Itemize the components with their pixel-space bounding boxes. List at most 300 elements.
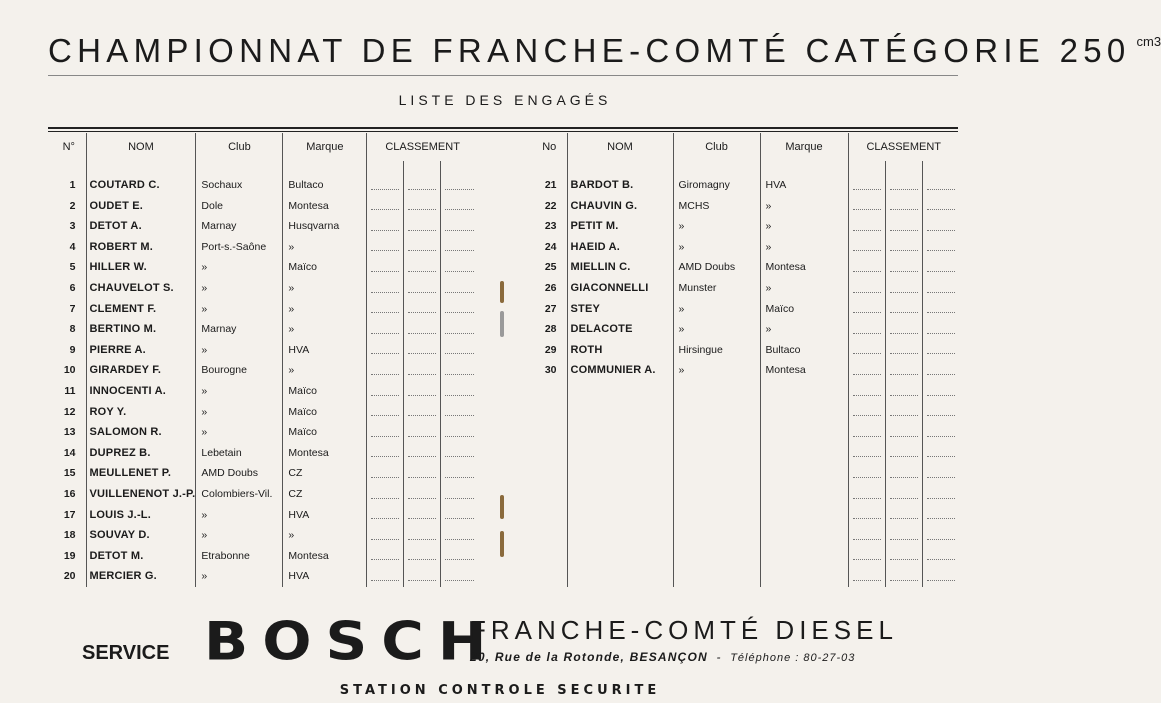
classement-blank [441, 525, 478, 546]
col-header-club: Club [196, 133, 283, 161]
entry-club: » [673, 360, 760, 381]
classement-blank [885, 278, 922, 299]
footer-station: STATION CONTROLE SECURITE [339, 683, 661, 698]
entry-club: » [196, 340, 283, 361]
entry-marque [760, 402, 848, 423]
classement-blank [848, 443, 885, 464]
classement-blank [885, 216, 922, 237]
entry-row [52, 505, 478, 526]
classement-blank [404, 340, 441, 361]
entry-marque: Husqvarna [283, 216, 367, 237]
bosch-logo: BOSCH [204, 611, 501, 673]
entry-num: 14 [63, 446, 76, 459]
entry-club: » [673, 237, 760, 258]
entry-marque: Montesa [283, 546, 367, 567]
entry-club: MCHS [673, 196, 760, 217]
classement-blank [848, 566, 885, 587]
footer-separator: - [716, 650, 722, 664]
entry-club: » [673, 319, 760, 340]
entry-club: AMD Doubs [196, 463, 283, 484]
entry-club: Dole [196, 196, 283, 217]
entry-marque: » [283, 525, 367, 546]
classement-blank [404, 402, 441, 423]
entry-nom: SOUVAY D. [86, 525, 196, 546]
entries-table-right [532, 133, 959, 587]
classement-blank [367, 463, 404, 484]
entry-num [532, 422, 567, 443]
entry-num: 17 [63, 508, 76, 521]
col-header-classement: CLASSEMENT [848, 133, 959, 161]
entry-nom: INNOCENTI A. [86, 381, 196, 402]
entry-club [673, 546, 760, 567]
entry-row [532, 319, 959, 340]
classement-blank [367, 196, 404, 217]
classement-blank [922, 484, 959, 505]
entry-club [673, 484, 760, 505]
entry-marque: Maïco [283, 257, 367, 278]
entry-nom [567, 402, 673, 423]
classement-blank [885, 443, 922, 464]
entries-right-body [532, 161, 959, 587]
entry-club: » [196, 381, 283, 402]
classement-blank [404, 505, 441, 526]
entry-nom: SALOMON R. [86, 422, 196, 443]
classement-blank [922, 381, 959, 402]
entry-row [52, 566, 478, 587]
classement-blank [922, 546, 959, 567]
entry-nom: HAEID A. [567, 237, 673, 258]
entry-num: 8 [69, 323, 76, 336]
entry-nom: HILLER W. [86, 257, 196, 278]
classement-blank [885, 196, 922, 217]
classement-blank [367, 278, 404, 299]
entry-marque: » [760, 216, 848, 237]
empty-row [532, 422, 959, 443]
entry-marque: Maïco [283, 381, 367, 402]
classement-blank [404, 443, 441, 464]
classement-blank [922, 525, 959, 546]
entry-nom: CHAUVELOT S. [86, 278, 196, 299]
entry-row [52, 525, 478, 546]
entry-row [532, 216, 959, 237]
classement-blank [367, 299, 404, 320]
entry-nom: DUPREZ B. [86, 443, 196, 464]
entry-club [673, 505, 760, 526]
entry-club: Giromagny [673, 175, 760, 196]
classement-blank [441, 257, 478, 278]
entry-num: 15 [63, 467, 76, 480]
col-header-marque: Marque [283, 133, 367, 161]
entry-nom: PETIT M. [567, 216, 673, 237]
entry-nom [567, 566, 673, 587]
title-text: CHAMPIONNAT DE FRANCHE-COMTÉ CATÉGORIE 250 [48, 32, 1131, 69]
classement-blank [404, 463, 441, 484]
entry-nom: ROBERT M. [86, 237, 196, 258]
entry-num: 28 [544, 323, 557, 336]
classement-blank [848, 237, 885, 258]
entry-club [673, 422, 760, 443]
classement-blank [848, 422, 885, 443]
classement-blank [441, 546, 478, 567]
entry-nom: OUDET E. [86, 196, 196, 217]
classement-blank [848, 196, 885, 217]
entry-num: 10 [63, 364, 76, 377]
entry-marque: CZ [283, 463, 367, 484]
entry-marque: » [283, 299, 367, 320]
entry-club: Sochaux [196, 175, 283, 196]
entry-num [532, 402, 567, 423]
classement-blank [404, 175, 441, 196]
entry-nom [567, 381, 673, 402]
entry-nom: COUTARD C. [86, 175, 196, 196]
entry-marque: » [283, 278, 367, 299]
entry-nom: CLEMENT F. [86, 299, 196, 320]
classement-blank [922, 360, 959, 381]
classement-blank [441, 196, 478, 217]
classement-blank [885, 299, 922, 320]
empty-row [532, 402, 959, 423]
entry-club: Lebetain [196, 443, 283, 464]
entry-num [532, 463, 567, 484]
entry-num: 25 [544, 261, 557, 274]
entry-nom: DETOT M. [86, 546, 196, 567]
classement-blank [367, 216, 404, 237]
classement-blank [922, 196, 959, 217]
classement-blank [848, 484, 885, 505]
classement-blank [922, 216, 959, 237]
classement-blank [367, 257, 404, 278]
entry-row [52, 196, 478, 217]
entry-marque [760, 505, 848, 526]
classement-blank [922, 257, 959, 278]
entry-nom: DETOT A. [86, 216, 196, 237]
entry-nom: MEULLENET P. [86, 463, 196, 484]
entry-num [532, 484, 567, 505]
entry-nom: ROY Y. [86, 402, 196, 423]
entry-nom [567, 525, 673, 546]
entry-row [532, 237, 959, 258]
entry-marque: » [283, 360, 367, 381]
entry-club: » [673, 299, 760, 320]
entry-marque [760, 484, 848, 505]
entry-club: AMD Doubs [673, 257, 760, 278]
classement-blank [848, 319, 885, 340]
entry-club: » [196, 422, 283, 443]
entry-club: Colombiers-Vil. [196, 484, 283, 505]
entry-row [532, 299, 959, 320]
classement-blank [404, 566, 441, 587]
entry-marque [760, 443, 848, 464]
classement-blank [367, 360, 404, 381]
entry-marque: Montesa [760, 257, 848, 278]
classement-blank [885, 402, 922, 423]
classement-blank [885, 546, 922, 567]
entry-club [673, 525, 760, 546]
title-unit: cm3 [1136, 34, 1161, 49]
entry-nom: MIELLIN C. [567, 257, 673, 278]
entry-num: 22 [544, 199, 557, 212]
entry-marque [760, 463, 848, 484]
classement-blank [404, 546, 441, 567]
entry-marque [760, 422, 848, 443]
empty-row [532, 566, 959, 587]
entry-nom: GIACONNELLI [567, 278, 673, 299]
entry-club: Etrabonne [196, 546, 283, 567]
classement-blank [885, 505, 922, 526]
classement-blank [367, 546, 404, 567]
center-gutter [479, 133, 529, 593]
entry-club [673, 381, 760, 402]
entry-row [52, 216, 478, 237]
entry-num [532, 505, 567, 526]
classement-blank [885, 237, 922, 258]
classement-blank [441, 463, 478, 484]
entries-left-body [52, 161, 478, 587]
entry-marque [760, 381, 848, 402]
classement-blank [848, 463, 885, 484]
classement-blank [848, 381, 885, 402]
classement-blank [885, 463, 922, 484]
entry-club [673, 402, 760, 423]
entry-row [532, 196, 959, 217]
entry-row [52, 237, 478, 258]
entry-row [52, 299, 478, 320]
staple-mark [500, 281, 504, 303]
empty-row [532, 463, 959, 484]
classement-blank [404, 484, 441, 505]
entry-nom [567, 463, 673, 484]
classement-blank [441, 360, 478, 381]
entry-marque: Montesa [283, 196, 367, 217]
entry-nom [567, 546, 673, 567]
entry-marque: Montesa [283, 443, 367, 464]
entry-club: » [196, 299, 283, 320]
entry-club: Munster [673, 278, 760, 299]
classement-blank [848, 257, 885, 278]
classement-blank [885, 422, 922, 443]
table-top-rule-thin [48, 131, 958, 132]
classement-blank [848, 216, 885, 237]
classement-blank [848, 278, 885, 299]
entry-marque: » [283, 237, 367, 258]
entry-row [52, 484, 478, 505]
classement-blank [922, 463, 959, 484]
entry-club: » [196, 566, 283, 587]
classement-blank [922, 340, 959, 361]
spacer-row [532, 161, 959, 175]
entry-num: 16 [63, 487, 76, 500]
entry-num: 19 [63, 549, 76, 562]
entry-marque: Maïco [283, 422, 367, 443]
classement-blank [885, 360, 922, 381]
entry-marque: » [760, 319, 848, 340]
classement-blank [885, 319, 922, 340]
entry-club: Marnay [196, 319, 283, 340]
classement-blank [367, 381, 404, 402]
classement-blank [441, 484, 478, 505]
empty-row [532, 525, 959, 546]
entry-num: 29 [544, 343, 557, 356]
entry-row [52, 257, 478, 278]
entry-nom: PIERRE A. [86, 340, 196, 361]
classement-blank [404, 278, 441, 299]
classement-blank [367, 422, 404, 443]
empty-row [532, 484, 959, 505]
entry-marque: Maïco [760, 299, 848, 320]
entry-club: Bourogne [196, 360, 283, 381]
classement-blank [367, 175, 404, 196]
spacer-row [52, 161, 478, 175]
classement-blank [922, 402, 959, 423]
entry-num: 18 [63, 529, 76, 542]
entry-num [532, 566, 567, 587]
entry-nom: COMMUNIER A. [567, 360, 673, 381]
col-header-classement: CLASSEMENT [367, 133, 478, 161]
classement-blank [404, 525, 441, 546]
entry-marque: HVA [283, 566, 367, 587]
entry-marque [760, 546, 848, 567]
entry-num [532, 381, 567, 402]
footer-address: 20, Rue de la Rotonde, BESANÇON [470, 650, 708, 664]
classement-blank [885, 381, 922, 402]
entry-marque: HVA [760, 175, 848, 196]
classement-blank [367, 319, 404, 340]
classement-blank [848, 402, 885, 423]
table-header-row [52, 133, 478, 161]
classement-blank [922, 299, 959, 320]
entry-nom [567, 484, 673, 505]
entry-row [52, 546, 478, 567]
entry-nom: BARDOT B. [567, 175, 673, 196]
entry-marque: Bultaco [760, 340, 848, 361]
footer-address-line [470, 650, 855, 664]
classement-blank [404, 237, 441, 258]
empty-row [532, 443, 959, 464]
classement-blank [367, 525, 404, 546]
footer-company: FRANCHE-COMTÉ DIESEL [470, 615, 898, 645]
entry-marque: » [760, 278, 848, 299]
entry-marque: » [283, 319, 367, 340]
entry-num: 5 [69, 261, 76, 274]
entry-marque: Montesa [760, 360, 848, 381]
empty-row [532, 381, 959, 402]
entry-num: 30 [544, 364, 557, 377]
classement-blank [885, 257, 922, 278]
classement-blank [922, 278, 959, 299]
col-header-nom: NOM [567, 133, 673, 161]
classement-blank [404, 196, 441, 217]
entry-nom: GIRARDEY F. [86, 360, 196, 381]
col-header-nom: NOM [86, 133, 196, 161]
classement-blank [367, 443, 404, 464]
entry-num: 21 [544, 179, 557, 191]
classement-blank [885, 175, 922, 196]
entry-num: 11 [64, 384, 76, 397]
entry-row [52, 278, 478, 299]
entry-num: 4 [69, 240, 76, 253]
classement-blank [885, 566, 922, 587]
classement-blank [404, 319, 441, 340]
entry-num [532, 546, 567, 567]
classement-blank [922, 319, 959, 340]
entry-num: 7 [69, 302, 76, 315]
classement-blank [404, 381, 441, 402]
entry-num: 27 [544, 302, 557, 315]
entry-num: 1 [69, 179, 76, 191]
classement-blank [922, 566, 959, 587]
entry-num: 2 [69, 199, 76, 212]
entry-marque [760, 525, 848, 546]
entry-marque: HVA [283, 340, 367, 361]
entry-club: Hirsingue [673, 340, 760, 361]
page-title [48, 32, 1161, 70]
classement-blank [848, 546, 885, 567]
classement-blank [404, 422, 441, 443]
classement-blank [848, 299, 885, 320]
classement-blank [404, 257, 441, 278]
staple-mark [500, 495, 504, 519]
entry-row [52, 340, 478, 361]
entry-row [52, 402, 478, 423]
col-header-num: No [542, 141, 557, 153]
entry-nom: MERCIER G. [86, 566, 196, 587]
classement-blank [922, 175, 959, 196]
col-header-club: Club [673, 133, 760, 161]
classement-blank [441, 216, 478, 237]
classement-blank [367, 340, 404, 361]
entry-club [673, 566, 760, 587]
classement-blank [441, 175, 478, 196]
classement-blank [922, 505, 959, 526]
classement-blank [441, 299, 478, 320]
entry-club: Port-s.-Saône [196, 237, 283, 258]
classement-blank [441, 402, 478, 423]
entry-nom [567, 443, 673, 464]
classement-blank [404, 299, 441, 320]
footer-service: SERVICE [82, 642, 170, 664]
entries-table-left [52, 133, 478, 587]
table-header-row [532, 133, 959, 161]
entry-row [52, 381, 478, 402]
entry-row [532, 278, 959, 299]
classement-blank [367, 484, 404, 505]
entry-num: 13 [63, 426, 76, 439]
col-header-marque: Marque [760, 133, 848, 161]
entry-marque: CZ [283, 484, 367, 505]
entry-row [532, 257, 959, 278]
title-rule [48, 75, 958, 76]
classement-blank [922, 237, 959, 258]
entry-club: » [196, 257, 283, 278]
entry-nom [567, 422, 673, 443]
classement-blank [848, 175, 885, 196]
classement-blank [441, 319, 478, 340]
classement-blank [441, 381, 478, 402]
entry-num: 6 [69, 281, 76, 294]
entry-num [532, 525, 567, 546]
entry-row [52, 422, 478, 443]
entry-club [673, 443, 760, 464]
staple-mark [500, 531, 504, 557]
entry-num: 3 [69, 220, 76, 233]
entry-row [52, 319, 478, 340]
entry-row [532, 360, 959, 381]
entry-marque: HVA [283, 505, 367, 526]
entry-marque [760, 566, 848, 587]
entry-row [532, 175, 959, 196]
classement-blank [441, 278, 478, 299]
page-subtitle: LISTE DES ENGAGÉS [398, 92, 612, 108]
